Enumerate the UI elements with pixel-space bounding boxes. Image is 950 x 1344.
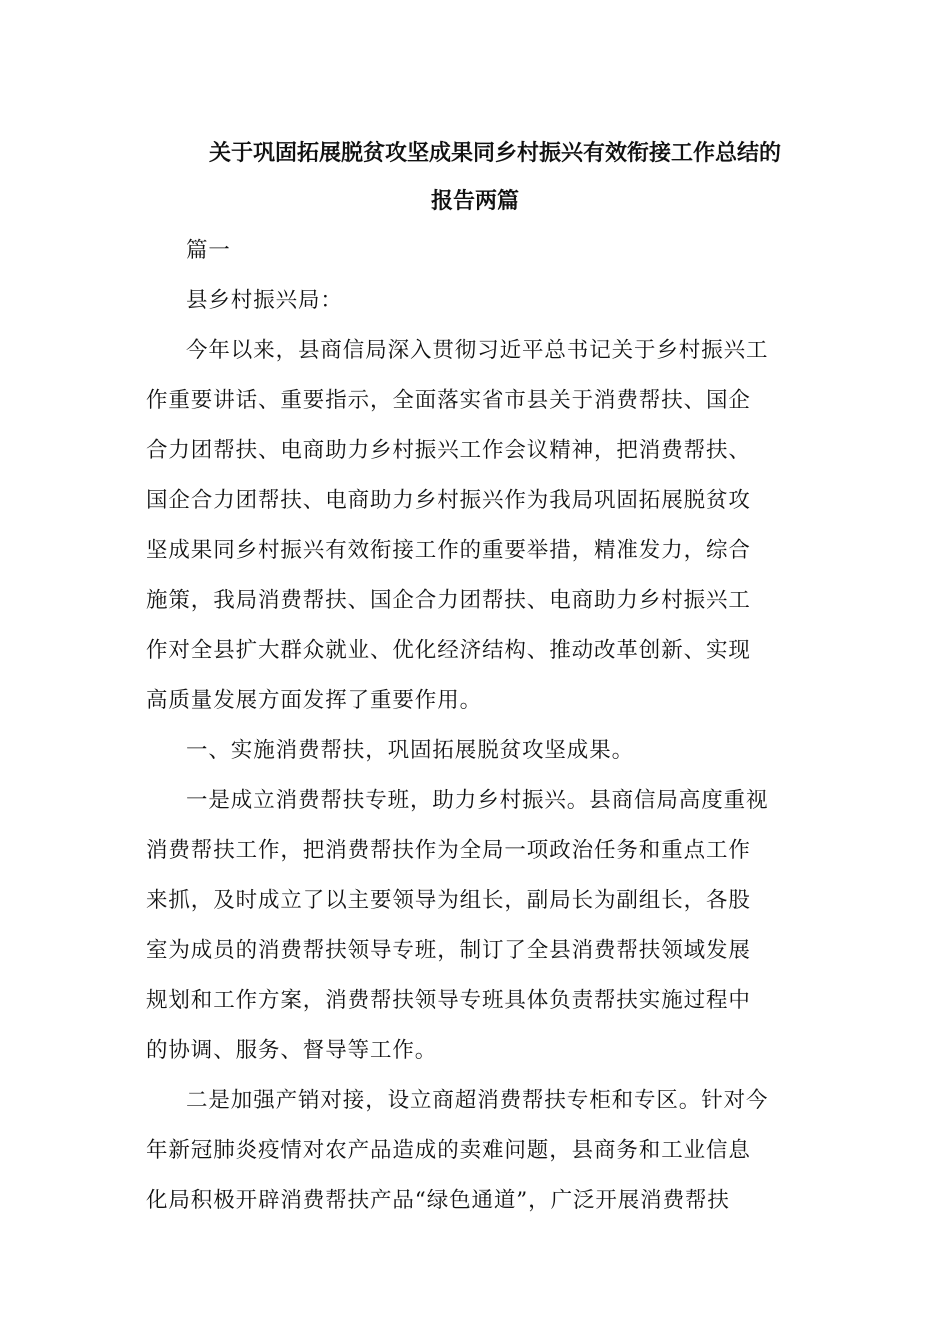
paragraph-line: 坚成果同乡村振兴有效衔接工作的重要举措，精准发力，综合 (146, 538, 751, 563)
paragraph-line: 今年以来，县商信局深入贯彻习近平总书记关于乡村振兴工 (186, 338, 769, 363)
section-heading: 篇一 (186, 238, 231, 263)
paragraph-line: 作对全县扩大群众就业、优化经济结构、推动改革创新、实现 (146, 638, 751, 663)
paragraph-line: 化局积极开辟消费帮扶产品“绿色通道”，广泛开展消费帮扶 (146, 1188, 730, 1213)
paragraph-line: 一是成立消费帮扶专班，助力乡村振兴。县商信局高度重视 (186, 788, 769, 813)
paragraph-line: 来抓，及时成立了以主要领导为组长，副局长为副组长，各股 (146, 888, 751, 913)
section-heading: 一、实施消费帮扶，巩固拓展脱贫攻坚成果。 (186, 738, 635, 763)
paragraph-line: 室为成员的消费帮扶领导专班，制订了全县消费帮扶领域发展 (146, 938, 751, 963)
paragraph-line: 国企合力团帮扶、电商助力乡村振兴作为我局巩固拓展脱贫攻 (146, 488, 751, 513)
document-title-line-1: 关于巩固拓展脱贫攻坚成果同乡村振兴有效衔接工作总结的 (208, 140, 781, 166)
salutation: 县乡村振兴局： (186, 288, 343, 313)
paragraph-line: 的协调、服务、督导等工作。 (146, 1038, 438, 1063)
paragraph-line: 合力团帮扶、电商助力乡村振兴工作会议精神，把消费帮扶、 (146, 438, 751, 463)
paragraph-line: 施策，我局消费帮扶、国企合力团帮扶、电商助力乡村振兴工 (146, 588, 751, 613)
paragraph-line: 作重要讲话、重要指示，全面落实省市县关于消费帮扶、国企 (146, 388, 751, 413)
paragraph-line: 年新冠肺炎疫情对农产品造成的卖难问题，县商务和工业信息 (146, 1138, 751, 1163)
document-title-line-2: 报告两篇 (430, 188, 519, 214)
paragraph-line: 高质量发展方面发挥了重要作用。 (146, 688, 483, 713)
paragraph-line: 规划和工作方案，消费帮扶领导专班具体负责帮扶实施过程中 (146, 988, 751, 1013)
paragraph-line: 二是加强产销对接，设立商超消费帮扶专柜和专区。针对今 (186, 1088, 769, 1113)
paragraph-line: 消费帮扶工作，把消费帮扶作为全局一项政治任务和重点工作 (146, 838, 751, 863)
